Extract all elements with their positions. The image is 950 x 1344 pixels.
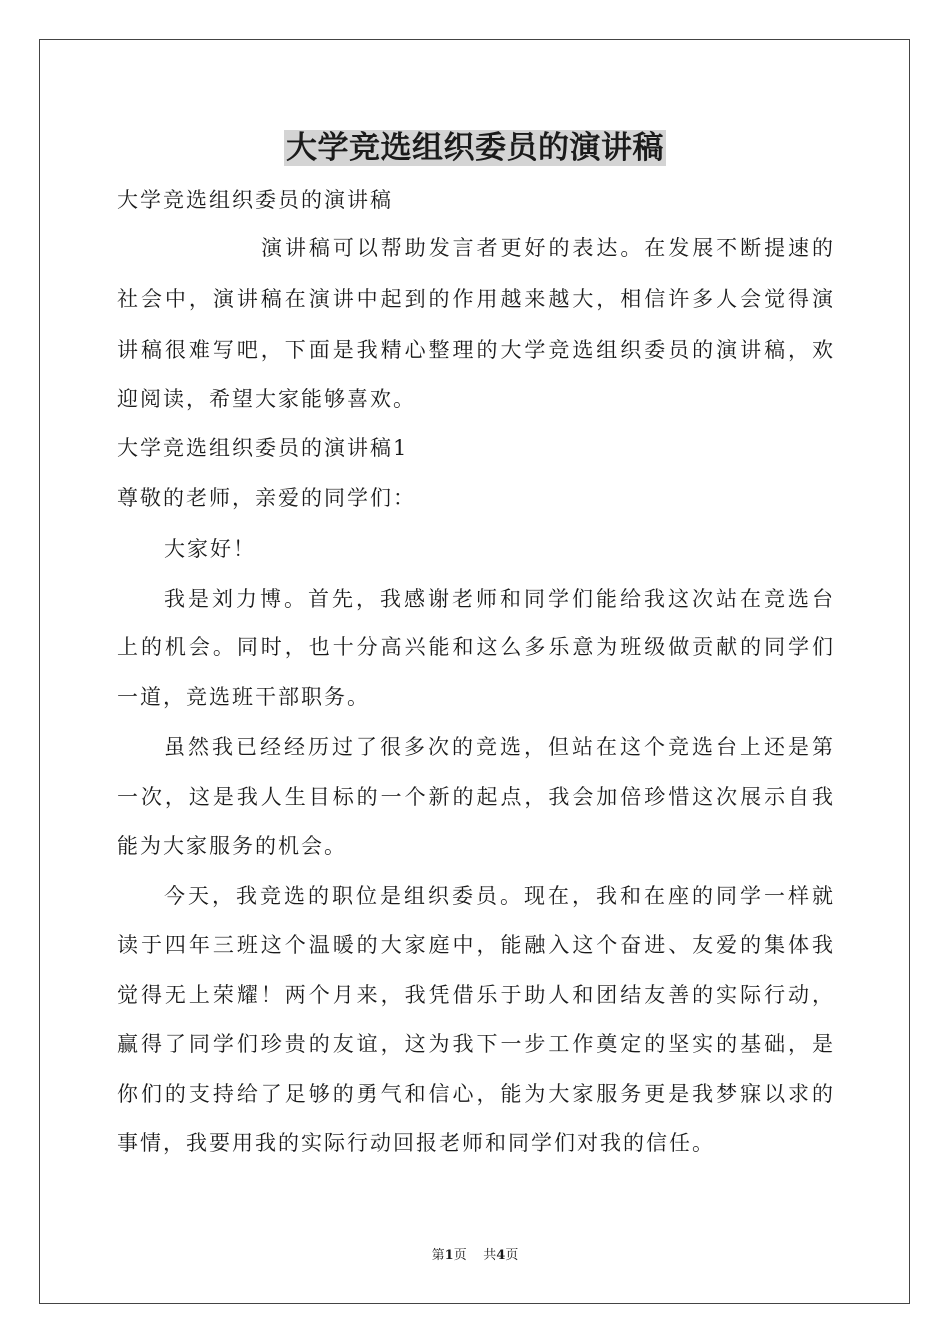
document-title xyxy=(0,124,950,172)
document-subtitle: 大学竞选组织委员的演讲稿 xyxy=(117,188,393,212)
page-footer xyxy=(0,1246,950,1266)
page-border xyxy=(39,39,910,1304)
intro-line: 社会中，演讲稿在演讲中起到的作用越来越大，相信许多人会觉得演 xyxy=(117,287,833,311)
intro-line: 讲稿很难写吧，下面是我精心整理的大学竞选组织委员的演讲稿，欢 xyxy=(117,338,833,362)
paragraph-line: 一次，这是我人生目标的一个新的起点，我会加倍珍惜这次展示自我 xyxy=(117,785,833,809)
salutation: 尊敬的老师，亲爱的同学们： xyxy=(117,486,416,510)
paragraph-line: 读于四年三班这个温暖的大家庭中，能融入这个奋进、友爱的集体我 xyxy=(117,933,833,957)
paragraph-line: 你们的支持给了足够的勇气和信心，能为大家服务更是我梦寐以求的 xyxy=(117,1082,833,1106)
paragraph-line: 我是刘力博。首先，我感谢老师和同学们能给我这次站在竞选台 xyxy=(164,587,833,611)
total-prefix: 共 xyxy=(483,1248,497,1263)
page-total: 4 xyxy=(496,1248,506,1263)
intro-line: 演讲稿可以帮助发言者更好的表达。在发展不断提速的 xyxy=(261,236,833,260)
paragraph-line: 虽然我已经经历过了很多次的竞选，但站在这个竞选台上还是第 xyxy=(164,735,833,759)
page-suffix: 页 xyxy=(453,1248,467,1263)
page-current: 1 xyxy=(444,1248,454,1263)
paragraph-line: 赢得了同学们珍贵的友谊，这为我下一步工作奠定的坚实的基础，是 xyxy=(117,1032,833,1056)
paragraph-line: 今天，我竞选的职位是组织委员。现在，我和在座的同学一样就 xyxy=(164,884,833,908)
total-suffix: 页 xyxy=(505,1248,519,1263)
paragraph-line: 一道，竞选班干部职务。 xyxy=(117,685,370,709)
section-heading: 大学竞选组织委员的演讲稿1 xyxy=(117,436,409,460)
paragraph-line: 觉得无上荣耀！两个月来，我凭借乐于助人和团结友善的实际行动， xyxy=(117,983,833,1007)
greeting: 大家好！ xyxy=(164,537,256,561)
paragraph-line: 事情，我要用我的实际行动回报老师和同学们对我的信任。 xyxy=(117,1131,715,1155)
intro-line: 迎阅读，希望大家能够喜欢。 xyxy=(117,387,416,411)
paragraph-line: 上的机会。同时，也十分高兴能和这么多乐意为班级做贡献的同学们 xyxy=(117,635,833,659)
paragraph-line: 能为大家服务的机会。 xyxy=(117,834,347,858)
page-prefix: 第 xyxy=(431,1248,445,1263)
document-title-text: 大学竞选组织委员的演讲稿 xyxy=(286,130,664,166)
